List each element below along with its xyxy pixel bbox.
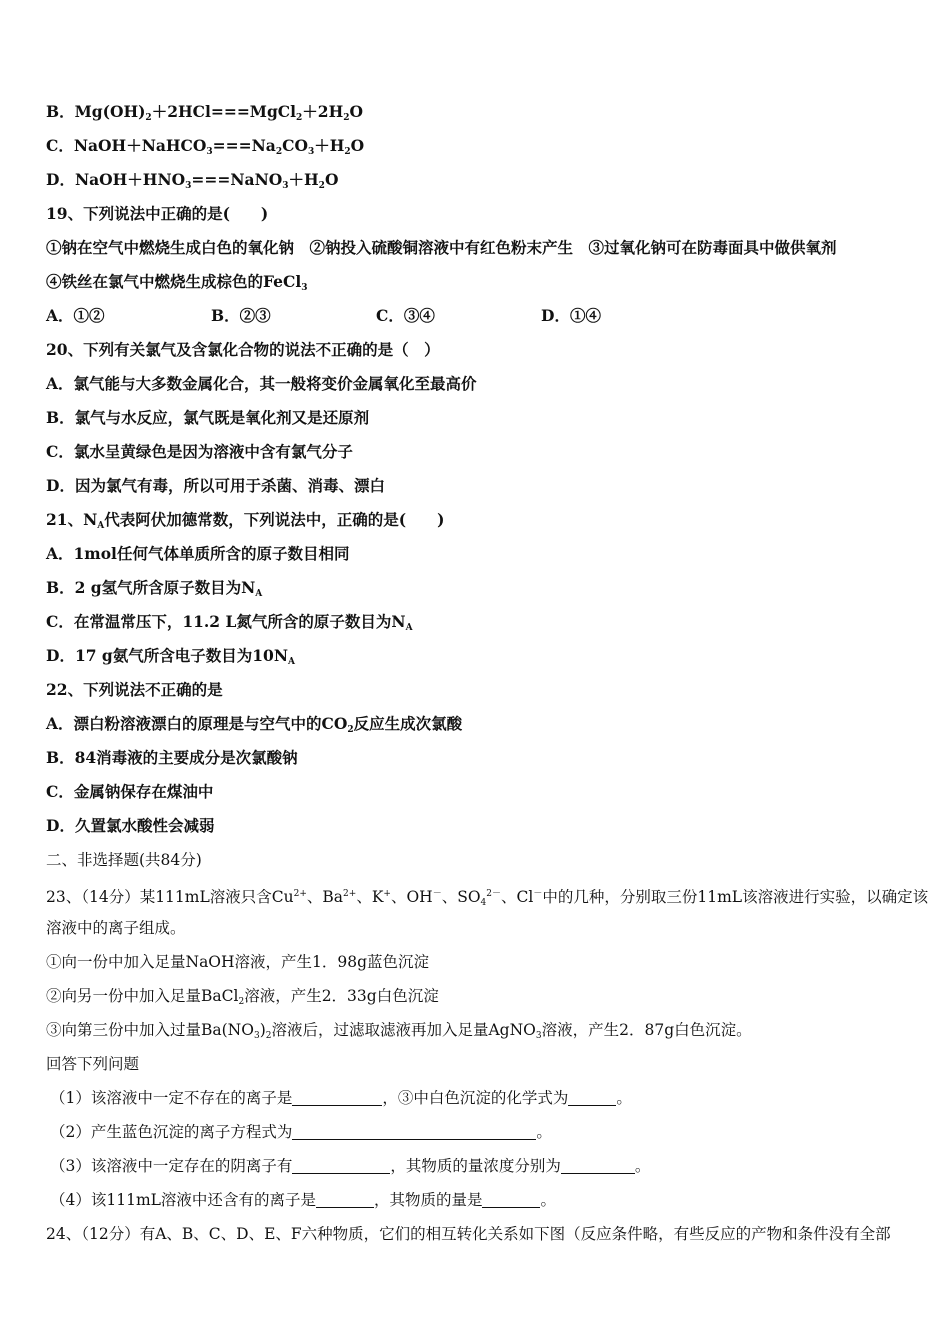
q18-option-c: C．$NaOH+NaHCO_3===Na_2CO_3+H_2O$ [46, 136, 365, 157]
q18-option-b: B．$Mg(OH)_2+2HCl===MgCl_2+2H_2O$ [46, 102, 364, 123]
q23-part-4: （4）该111mL溶液中还含有的离子是 ，其物质的量是 。 [50, 1191, 556, 1209]
q21-option-b: B．2 g氢气所含原子数目为$N_A$ [46, 578, 263, 599]
q19-statements-1: ①钠在空气中燃烧生成白色的氧化钠 ②钠投入硫酸铜溶液中有红色粉末产生 ③过氧化钠可在防毒面具中做供氧剂 [46, 238, 837, 257]
q22-option-d: D．久置氯水酸性会减弱 [46, 816, 215, 835]
q22-option-b: B．84消毒液的主要成分是次氯酸钠 [46, 748, 298, 767]
q19-statements-2: ④铁丝在氯气中燃烧生成棕色的FeCl$_3$ [46, 272, 308, 293]
q23-stem-line-1: 23、（14分）某111mL溶液只含$Cu^{2+}$、$Ba^{2+}$、K+、OH－、$SO_4^{2-}$、Cl－中的几种，分别取三份11mL该溶液进行实验，以确定该 [46, 888, 929, 908]
q23-stem-line-2: 溶液中的离子组成。 [46, 919, 186, 937]
q20-option-b: B．氯气与水反应，氯气既是氧化剂又是还原剂 [46, 408, 370, 427]
answer-blank[interactable] [568, 1087, 616, 1106]
q20-stem: 20、下列有关氯气及含氯化合物的说法不正确的是（ ） [46, 340, 440, 359]
document-page [46, 97, 929, 1253]
q22-option-c: C．金属钠保存在煤油中 [46, 782, 214, 801]
answer-blank[interactable] [292, 1087, 382, 1106]
q21-option-c: C．在常温常压下，11.2 L氮气所含的原子数目为$N_A$ [46, 612, 413, 633]
answer-blank[interactable] [561, 1155, 635, 1174]
q23-part-2: （2）产生蓝色沉淀的离子方程式为 。 [50, 1123, 552, 1141]
q19-option-a: A．①② [46, 306, 105, 325]
q23-step-2: ②向另一份中加入足量BaCl$_2$溶液，产生2．33g白色沉淀 [46, 987, 439, 1007]
q19-option-c: C．③④ [376, 306, 435, 325]
q19-options [46, 301, 906, 335]
q20-option-c: C．氯水呈黄绿色是因为溶液中含有氯气分子 [46, 442, 353, 461]
q22-option-a: A．漂白粉溶液漂白的原理是与空气中的$CO_2$反应生成次氯酸 [46, 714, 463, 735]
q21-option-a: A．1mol任何气体单质所含的原子数目相同 [46, 544, 350, 563]
q24-stem: 24、（12分）有A、B、C、D、E、F六种物质，它们的相互转化关系如下图（反应条件略，有些反应的产物和条件没有全部 [46, 1225, 891, 1243]
answer-blank[interactable] [316, 1189, 374, 1208]
q21-option-d: D．17 g氨气所含电子数目为$10N_A$ [46, 646, 295, 667]
q19-option-d: D．①④ [541, 306, 601, 325]
q23-step-1: ①向一份中加入足量NaOH溶液，产生1．98g蓝色沉淀 [46, 953, 430, 971]
q19-stem: 19、下列说法中正确的是( ) [46, 204, 269, 223]
q19-option-b: B．②③ [211, 306, 271, 325]
answer-blank[interactable] [292, 1121, 536, 1140]
q23-part-3: （3）该溶液中一定存在的阴离子有 ，其物质的量浓度分别为 。 [50, 1157, 651, 1175]
q23-step-3: ③向第三份中加入过量$Ba(NO_3)_2$溶液后，过滤取滤液再加入足量AgNO$_3$溶液，产生2．87g白色沉淀。 [46, 1021, 752, 1041]
q23-answer-prompt: 回答下列问题 [46, 1055, 140, 1073]
section-heading: 二、非选择题(共84分) [46, 851, 202, 869]
q22-stem: 22、下列说法不正确的是 [46, 680, 223, 699]
q20-option-a: A．氯气能与大多数金属化合，其一般将变价金属氧化至最高价 [46, 374, 477, 393]
q21-stem: 21、$N_A$代表阿伏加德常数，下列说法中，正确的是( ) [46, 510, 445, 531]
q20-option-d: D．因为氯气有毒，所以可用于杀菌、消毒、漂白 [46, 476, 385, 495]
answer-blank[interactable] [292, 1155, 390, 1174]
answer-blank[interactable] [482, 1189, 540, 1208]
q23-part-1: （1）该溶液中一定不存在的离子是 ，③中白色沉淀的化学式为 。 [50, 1089, 632, 1107]
q18-option-d: D．$NaOH+HNO_3===NaNO_3+H_2O$ [46, 170, 339, 191]
